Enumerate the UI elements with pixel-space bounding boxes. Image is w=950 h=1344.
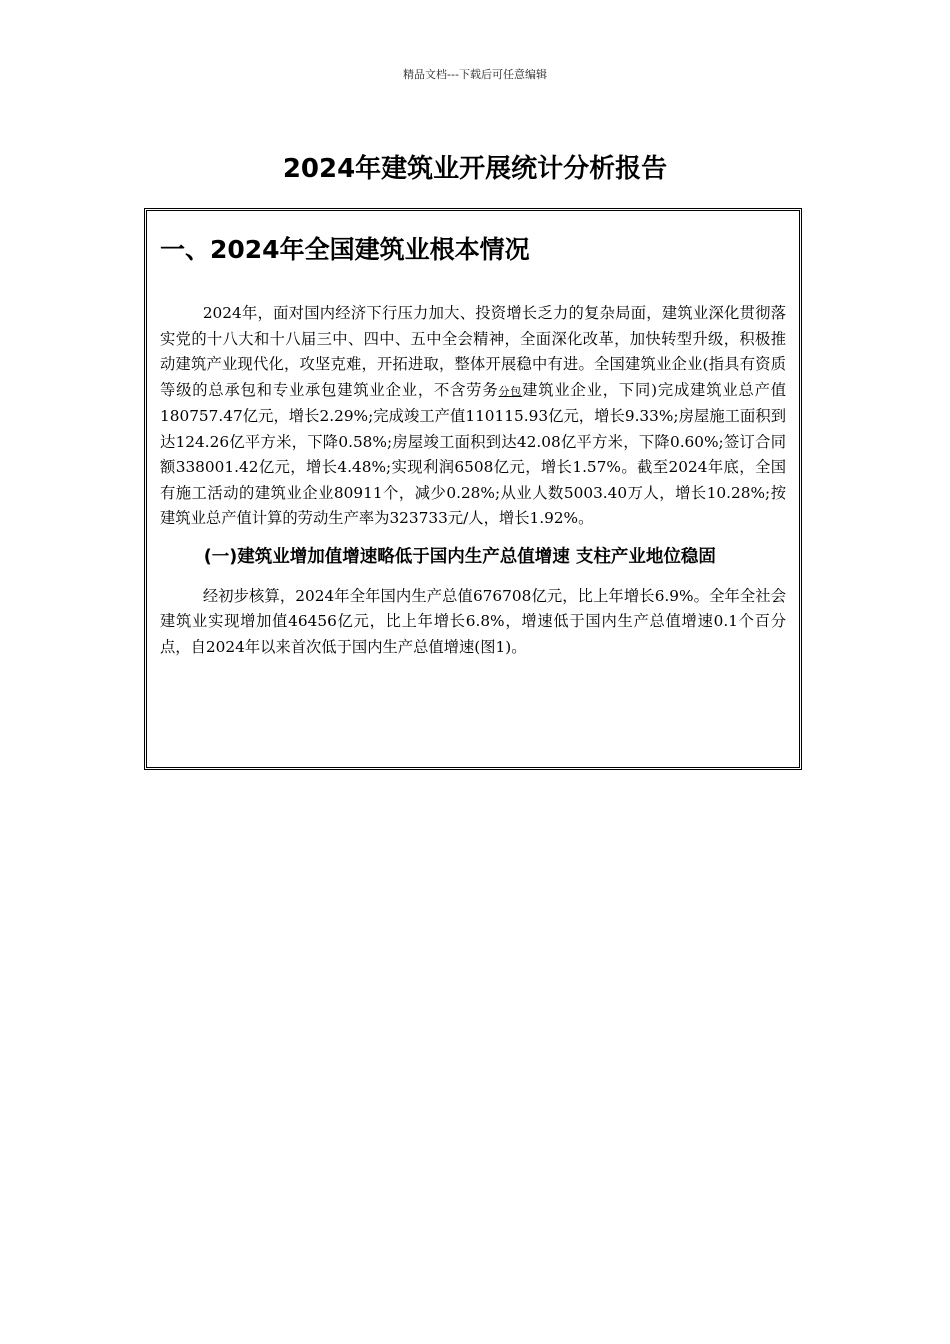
document-title: 2024年建筑业开展统计分析报告 [282,154,668,184]
paragraph-overview-part1: 2024年，面对国内经济下行压力加大、投资增长乏力的复杂局面，建筑业深化贯彻落实党的十八大和十八届三中、四中、五中全会精神，全面深化改革，加快转型升级，积极推动建筑产业现代化，攻坚克难，开拓进取，整体开展稳中有进。全国建筑业企业(指具有资质等级的总承包和专业承包建筑业企业，不含劳务 [160,304,786,399]
header-note: 精品文档---下载后可任意编辑 [403,68,547,81]
sub-heading: (一)建筑业增加值增速略低于国内生产总值增速 支柱产业地位稳固 [203,546,716,567]
paragraph-gdp: 经初步核算，2024年全年国内生产总值676708亿元，比上年增长6.9%。全年全社会建筑业实现增加值46456亿元，比上年增长6.8%，增速低于国内生产总值增速0.1个百分点，自2024年以来首次低于国内生产总值增速(图1)。 [160,586,786,656]
paragraph-overview-part2: 建筑业企业，下同)完成建筑业总产值180757.47亿元，增长2.29%;完成竣工产值110115.93亿元，增长9.33%;房屋施工面积到达124.26亿平方米，下降0.58%;房屋竣工面积到达42.08亿平方米，下降0.60%;签订合同额338001.42亿元，增长4.48%;实现利润6508亿元，增长1.57%。截至2024年底，全国有施工活动的建筑业企业80911个，减少0.28%;从业人数5003.40万人，增长10.28%;按建筑业总产值计算的劳动生产率为323733元/人，增长1.92%。 [160,380,786,527]
section-heading: 一、2024年全国建筑业根本情况 [160,235,530,264]
paragraph-inline-word: 分包 [498,384,523,398]
content-box [144,208,802,770]
paragraph-overview [160,301,786,532]
